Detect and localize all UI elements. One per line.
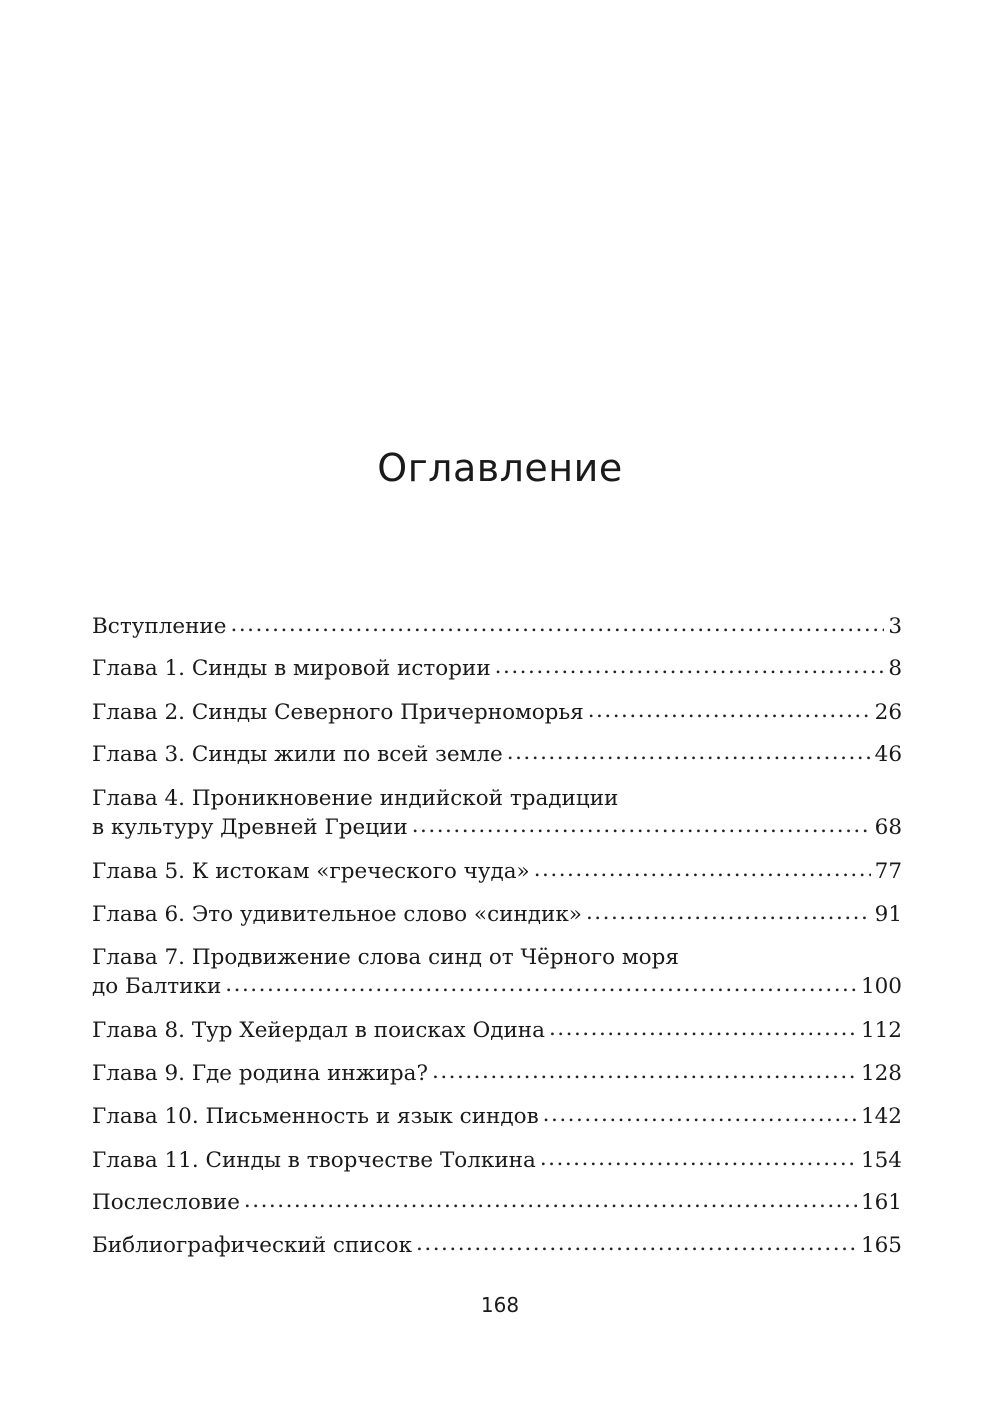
toc-leader [412, 811, 871, 840]
toc-entry-chapter-9 [92, 1059, 902, 1088]
toc-label: Глава 6. Это удивительное слово «синдик» [92, 902, 582, 927]
toc-entry-chapter-6 [92, 900, 902, 929]
toc-label-first-line: Глава 4. Проникновение индийской традиции [92, 786, 619, 811]
toc-entry-chapter-5 [92, 857, 902, 886]
toc-leader [244, 1186, 857, 1215]
toc-entry-chapter-2 [92, 698, 902, 727]
toc-leader [230, 610, 884, 639]
toc-entry-chapter-1 [92, 654, 902, 683]
toc-page-number: 112 [860, 1018, 902, 1043]
toc-leader [549, 1014, 857, 1043]
toc-entry-chapter-4 [92, 784, 902, 842]
toc-entry-afterword [92, 1188, 902, 1217]
toc-label: Глава 5. К истокам «греческого чуда» [92, 859, 530, 884]
toc-entry-chapter-11 [92, 1146, 902, 1175]
toc-label: Глава 2. Синды Северного Причерноморья [92, 700, 584, 725]
toc-entry-chapter-7 [92, 943, 902, 1001]
toc-label: Вступление [92, 614, 227, 639]
page-number: 168 [480, 1293, 520, 1317]
toc-leader [507, 738, 871, 767]
toc-label: Послесловие [92, 1190, 240, 1215]
toc-leader [432, 1057, 857, 1086]
toc-entry-bibliography [92, 1231, 902, 1260]
toc-label: Библиографический список [92, 1233, 413, 1258]
toc-page-number: 142 [860, 1104, 902, 1129]
toc-page-number: 68 [874, 815, 902, 840]
toc-page-number: 154 [860, 1148, 902, 1173]
toc-page-number: 161 [860, 1190, 902, 1215]
toc-label: в культуру Древней Греции [92, 815, 408, 840]
toc-page-number: 26 [874, 700, 902, 725]
toc-label-first-line: Глава 7. Продвижение слова синд от Чёрного моря [92, 945, 679, 970]
toc-leader [534, 855, 871, 884]
toc-entry-introduction [92, 612, 902, 641]
toc-label: Глава 1. Синды в мировой истории [92, 656, 491, 681]
toc-page-number: 3 [888, 614, 902, 639]
toc-page-number: 91 [874, 902, 902, 927]
toc-entry-chapter-8 [92, 1016, 902, 1045]
toc-label: Глава 10. Письменность и язык синдов [92, 1104, 539, 1129]
toc-label: Глава 3. Синды жили по всей земле [92, 742, 503, 767]
toc-entry-chapter-10 [92, 1102, 902, 1131]
toc-leader [225, 970, 857, 999]
toc-entry-chapter-3 [92, 740, 902, 769]
toc-label: Глава 11. Синды в творчестве Толкина [92, 1148, 536, 1173]
toc-page-number: 100 [860, 974, 902, 999]
toc-page-number: 8 [888, 656, 902, 681]
toc-page-number: 46 [874, 742, 902, 767]
page-title: Оглавление [377, 446, 623, 490]
toc-leader [416, 1229, 857, 1258]
toc-page-number: 77 [874, 859, 902, 884]
toc-leader [540, 1144, 857, 1173]
toc-page-number: 128 [860, 1061, 902, 1086]
toc-label: Глава 9. Где родина инжира? [92, 1061, 428, 1086]
toc-label: до Балтики [92, 974, 222, 999]
toc-leader [543, 1100, 857, 1129]
toc-leader [586, 898, 871, 927]
toc-leader [588, 696, 871, 725]
toc-leader [495, 652, 885, 681]
toc-label: Глава 8. Тур Хейердал в поисках Одина [92, 1018, 545, 1043]
toc-page-number: 165 [860, 1233, 902, 1258]
